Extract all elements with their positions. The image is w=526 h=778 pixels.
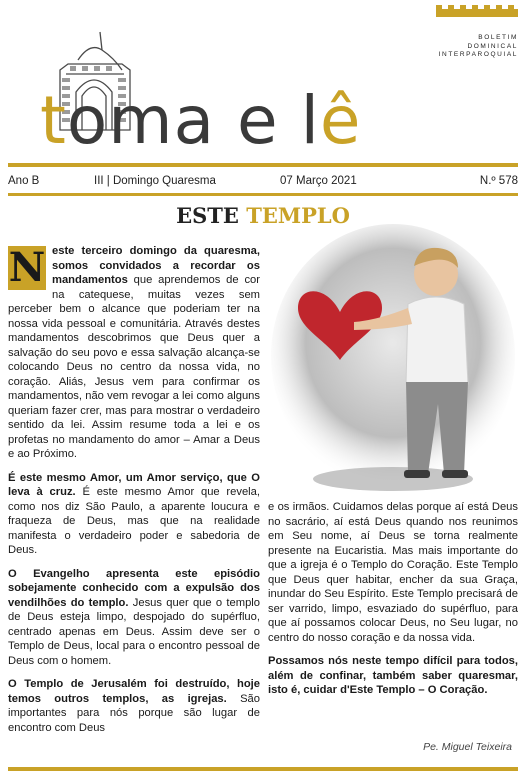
masthead-title: toma e lê xyxy=(40,82,362,159)
masthead-rule xyxy=(8,163,518,167)
paragraph-1: N este terceiro domingo da quaresma, somos convidados a recordar os mandamentos que aprendemos de cor na catequese, muitas vezes sem perceber bem o alcance que poderiam ter na nossa vida pessoal e comunitária. Através destes mandamentos descobrimos que Deus quer a salvação do seu povo e essa salvação alcança-se colocando Deus no centro da nossa vida, no coração. Aliás, Jesus vem para confirmar os mandamentos, não vem revogar a lei como alguns queriam fazer crer, mas para mostrar o verdadeiro sentido da lei. Assim resume toda a lei e os profetas no mandamento do amor – Amar a Deus e ao Próximo. xyxy=(8,244,260,460)
drop-cap: N xyxy=(8,244,46,291)
child-with-heart-photo xyxy=(268,224,518,494)
boletim-label: BOLETIM DOMINICAL INTERPAROQUIAL xyxy=(438,34,518,58)
issue-number: N.º 578 xyxy=(479,175,518,187)
paragraph-4: O Templo de Jerusalém foi destruído, hoje temos outros templos, as igrejas. São importantes para nós porque são lugar de encontro com Deus xyxy=(8,678,260,734)
issue-info-row xyxy=(8,175,518,191)
bottom-rule xyxy=(8,767,518,771)
issue-sunday: III | Domingo Quaresma xyxy=(94,175,216,187)
right-column xyxy=(268,500,518,707)
issue-rule xyxy=(8,193,518,196)
top-gold-bar xyxy=(436,9,518,17)
left-column xyxy=(8,244,260,744)
article-title: ESTE TEMPLO xyxy=(176,203,350,228)
author-signature: Pe. Miguel Teixeira xyxy=(423,741,512,753)
paragraph-3: O Evangelho apresenta este episódio sobejamente conhecido com a expulsão dos vendilhões do templo. Jesus quer que o templo de Deus esteja limpo, despojado do supérfluo, centrado apenas em Deus. Assim deve ser o Templo de Deus, local para o encontro pessoal de Deus com o homem. xyxy=(8,567,260,667)
paragraph-5: e os irmãos. Cuidamos delas porque aí está Deus no sacrário, aí está Deus quando nos reunimos em Seu nome, aí Deus se torna realmente presente na Eucaristia. Mas mais importante do que a igreja é o Templo do Coração. Este Templo que Deus quer habitar, encher da sua Graça, inundar do Seu Espírito. Este Templo precisará de ser varrido, limpo, esvaziado do supérfluo, para que aí possamos colocar Deus, no Seu lugar, no centro do nosso coração e da nossa vida. xyxy=(268,501,518,644)
paragraph-6: Possamos nós neste tempo difícil para todos, além de confinar, também saber quaresmar, isto é, cuidar d'Este Templo – O Coração. xyxy=(268,655,518,696)
paragraph-2: É este mesmo Amor, um Amor serviço, que O leva à cruz. É este mesmo Amor que revela, como nos diz São Paulo, a aparente loucura e fraqueza de Deus, mas que na realidade manifesta o verdadeiro poder e sabedoria de Deus. xyxy=(8,471,260,556)
issue-year: Ano B xyxy=(8,175,40,187)
issue-date: 07 Março 2021 xyxy=(280,175,357,187)
